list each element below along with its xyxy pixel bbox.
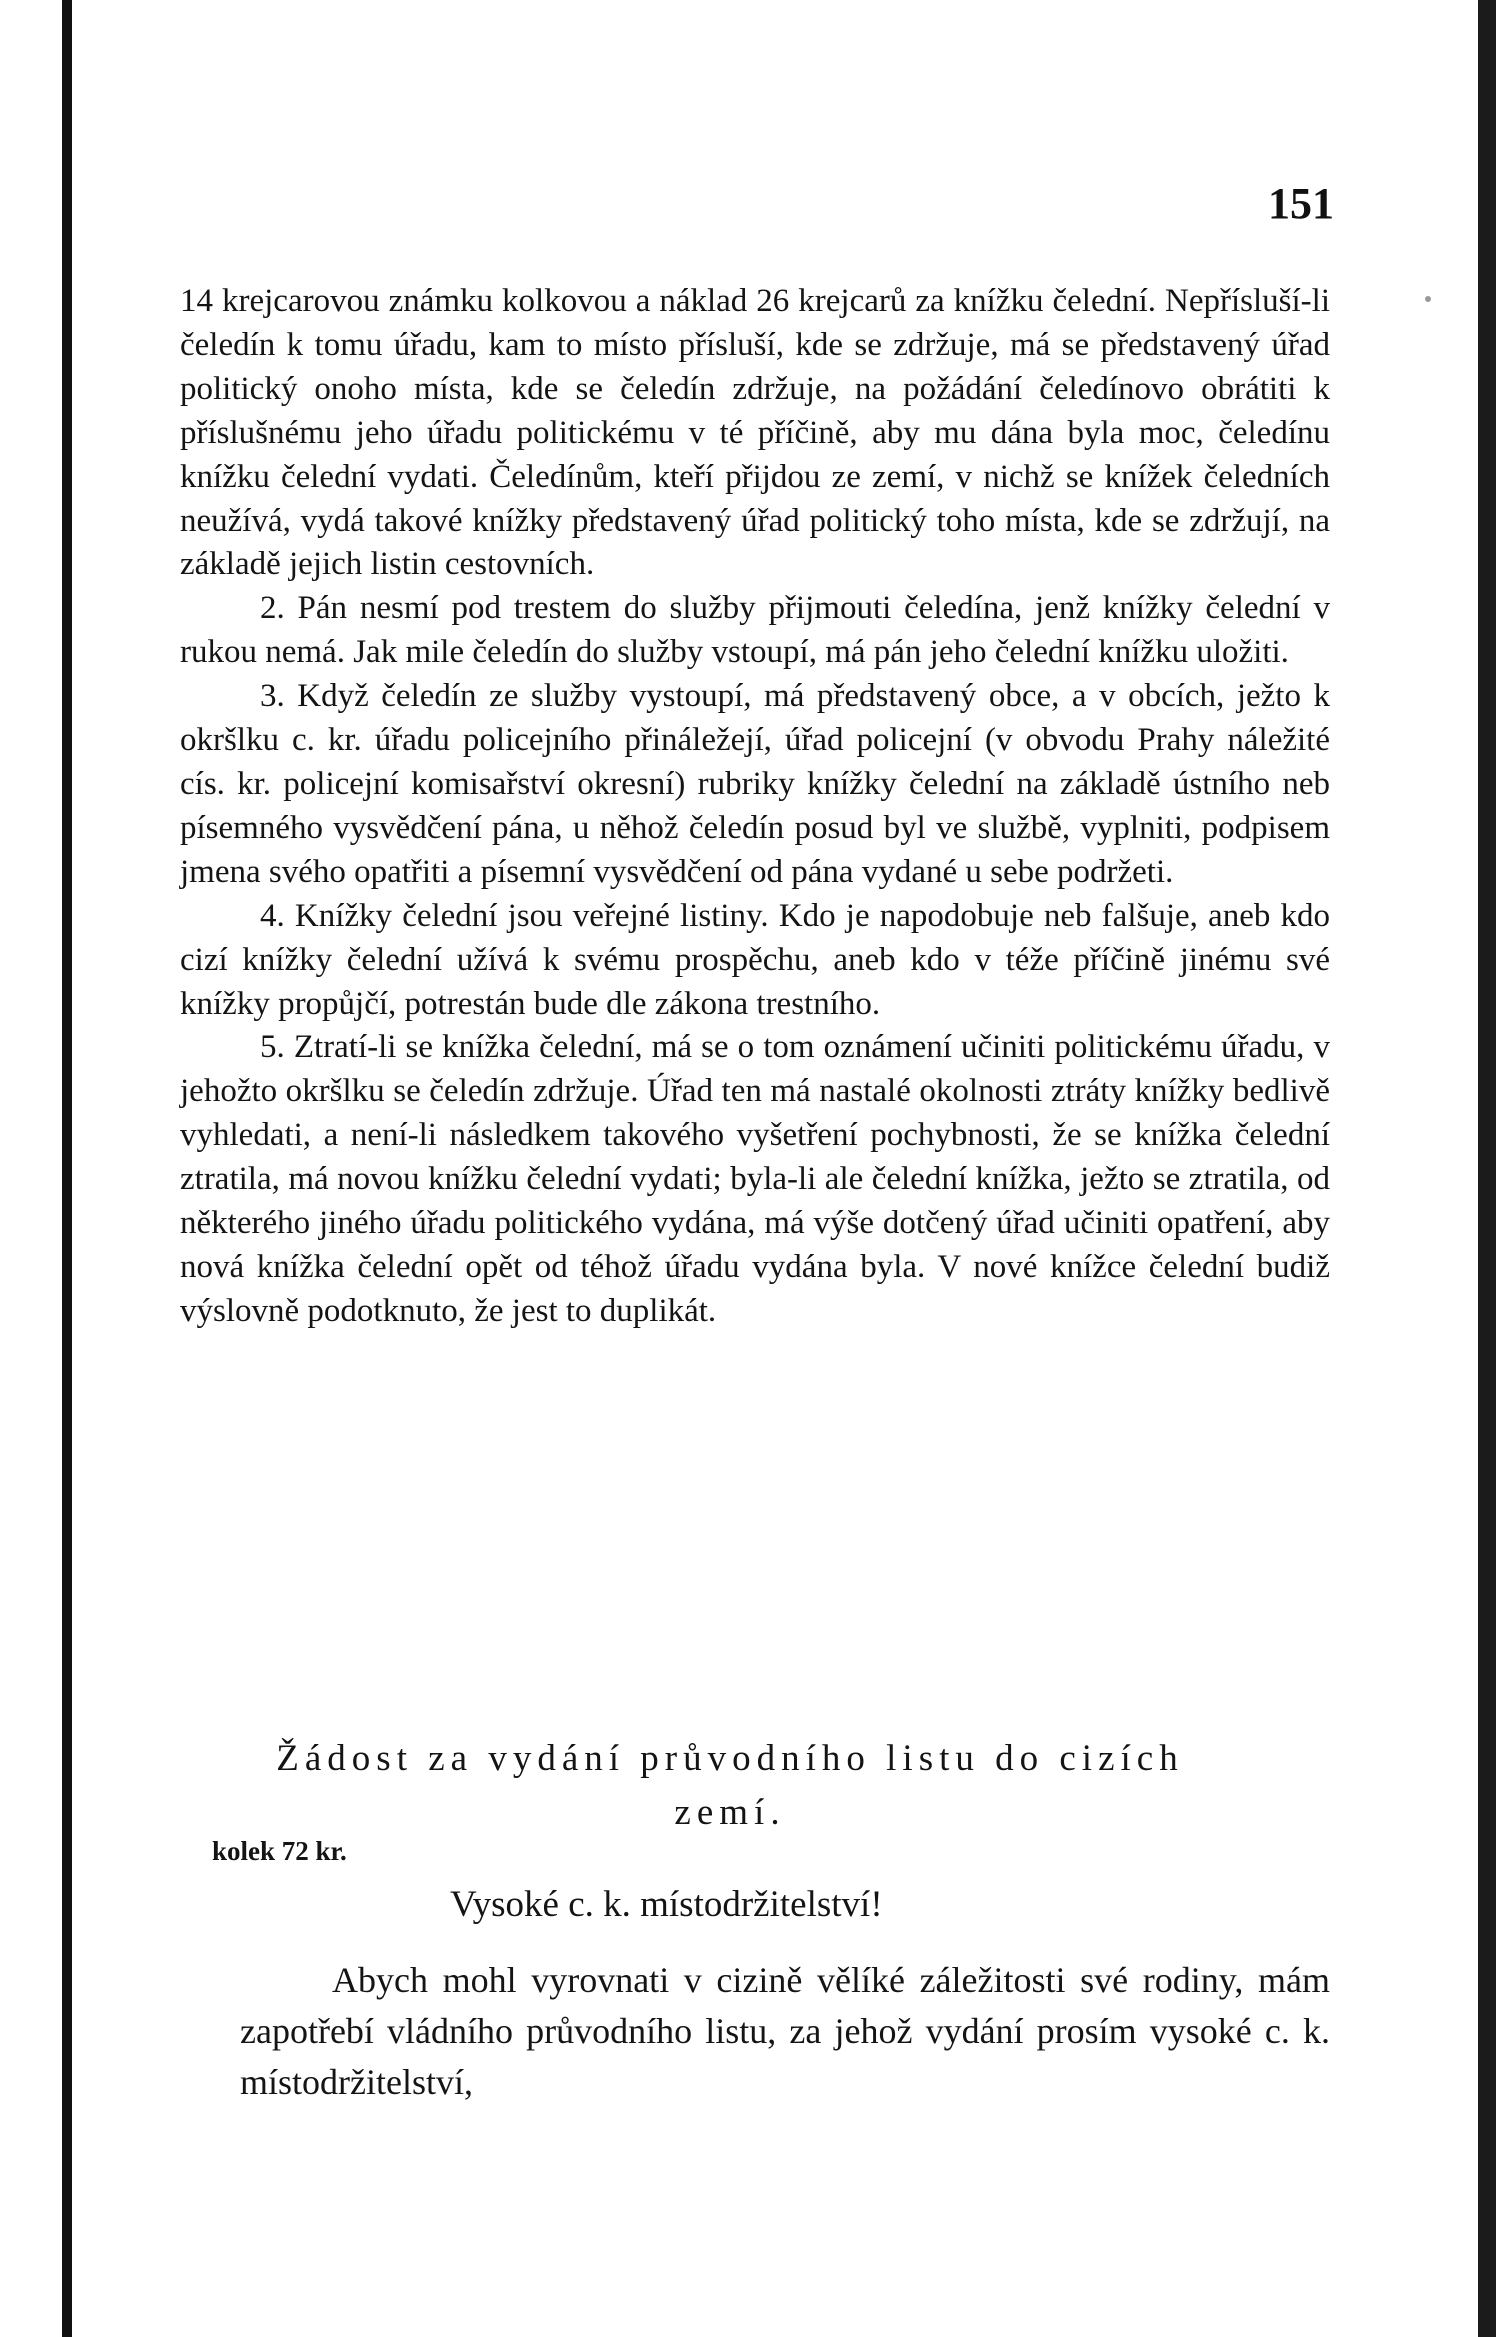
- main-text: [180, 280, 1330, 1334]
- paragraph-4: 4. Knížky čelední jsou veřejné listiny. Kdo je napodobuje neb falšuje, aneb kdo cizí knížky čelední užívá k svému prospěchu, aneb kdo v téže příčině jinému své knížky propůjčí, potrestán bude dle zákona trestního.: [180, 897, 1330, 1022]
- request-body: [240, 1955, 1330, 2108]
- salutation: Vysoké c. k. místodržitelství!: [450, 1884, 883, 1925]
- paragraph-5: 5. Ztratí-li se knížka čelední, má se o tom oznámení učiniti politickému úřadu, v jehožto okršlku se čeledín zdržuje. Úřad ten má nastalé okolnosti ztráty knížky bedlivě vyhledati, a není-li následkem takového vyšetření pochybnosti, že se knížka čelední ztratila, má novou knížku čelední vydati; byla-li ale čelední knížka, ježto se ztratila, od některého jiného úřadu politického vydána, má výše dotčený úřad učiniti opatření, aby nová knížka čelední opět od téhož úřadu vydána byla. V nové knížce čelední budiž výslovně podotknuto, že jest to duplikát.: [180, 1029, 1330, 1329]
- print-speck: [1425, 296, 1431, 302]
- paragraph-2: 2. Pán nesmí pod trestem do služby přijmouti čeledína, jenž knížky čelední v rukou nemá. Jak mile čeledín do služby vstoupí, má pán jeho čelední knížku uložiti.: [180, 590, 1330, 671]
- scan-edge: [1478, 0, 1496, 2337]
- request-title: Žádost za vydání průvodního listu do cizích zemí.: [276, 1738, 1184, 1833]
- paragraph-3: 3. Když čeledín ze služby vystoupí, má představený obce, a v obcích, ježto k okršlku c. kr. úřadu policejního přináležejí, úřad policejní (v obvodu Prahy náležité cís. kr. policejní komisařství okresní) rubriky knížky čelední na základě ústního neb písemného vysvědčení pána, u něhož čeledín posud byl ve službě, vyplniti, podpisem jmena svého opatřiti a písemní vysvědčení od pána vydané u sebe podržeti.: [180, 678, 1330, 890]
- binding-edge: [62, 0, 72, 2337]
- stamp-note: kolek 72 kr.: [212, 1836, 347, 1866]
- paragraph-continuation: 14 krejcarovou známku kolkovou a náklad 26 krejcarů za knížku čelední. Nepřísluší-li čeledín k tomu úřadu, kam to místo přísluší, kde se zdržuje, má se představený úřad politický onoho místa, kde se čeledín zdržuje, na požádání čeledínovo obrátiti k příslušnému jeho úřadu politickému v té příčině, aby mu dána byla moc, čeledínu knížku čelední vydati. Čeledínům, kteří přijdou ze zemí, v nichž se knížek čeledních neužívá, vydá takové knížky představený úřad politický toho místa, kde se zdržují, na základě jejich listin cestovních.: [180, 283, 1330, 583]
- page-number: 151: [1268, 179, 1334, 228]
- page-gutter: [0, 0, 70, 2337]
- request-paragraph: Abych mohl vyrovnati v cizině vělíké záležitosti své rodiny, mám zapotřebí vládního průvodního listu, za jehož vydání prosím vysoké c. k. místodržitelství,: [240, 1960, 1330, 2102]
